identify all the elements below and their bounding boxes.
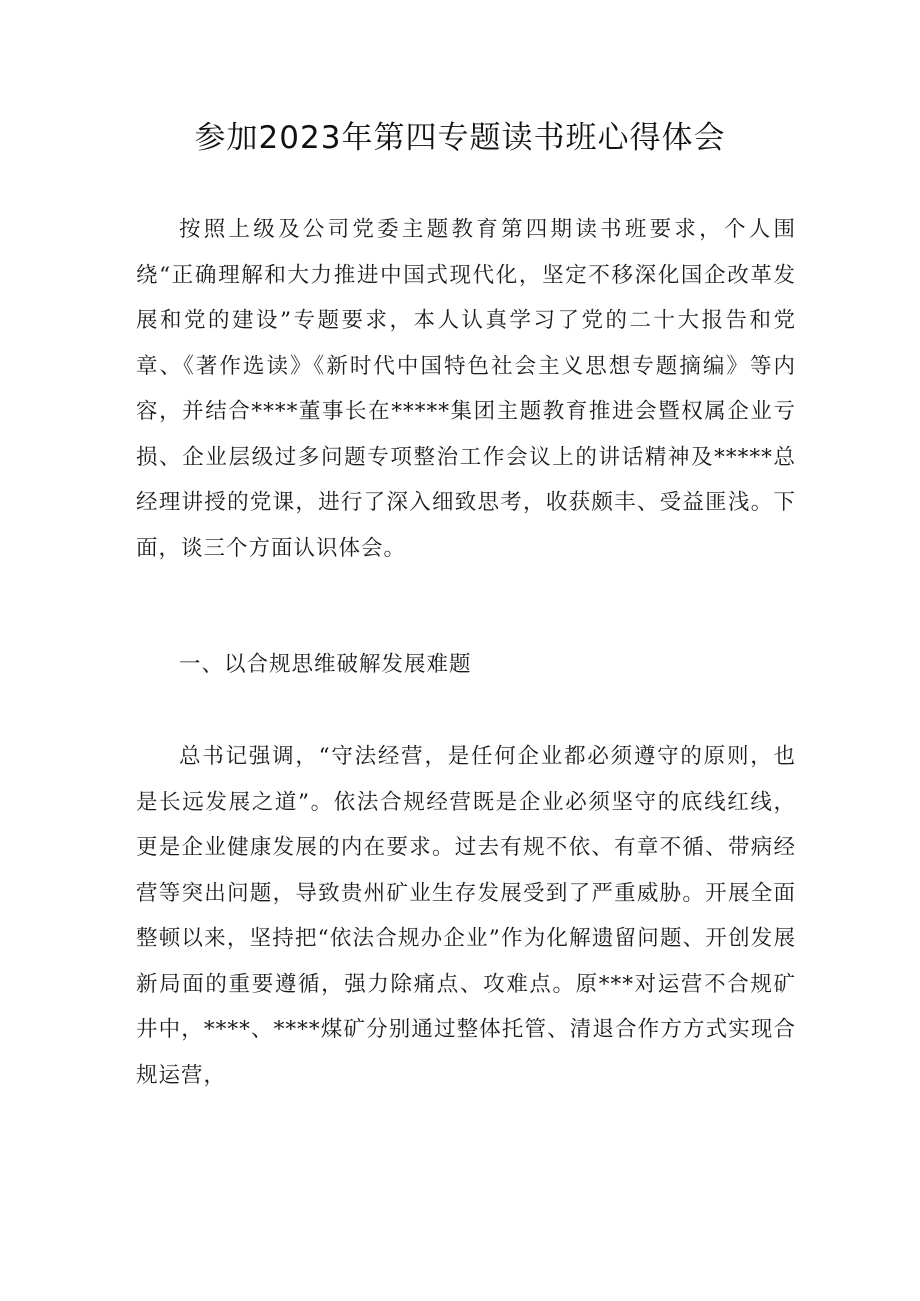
body-paragraph: 总书记强调，“守法经营，是任何企业都必须遵守的原则，也是长远发展之道”。依法合规经营既是企业必须坚守的底线红线，更是企业健康发展的内在要求。过去有规不依、有章不循、带病经营等突出问题，导致贵州矿业生存发展受到了严重威胁。开展全面整顿以来，坚持把“依法合规办企业”作为化解遗留问题、开创发展新局面的重要遵循，强力除痛点、攻难点。原***对运营不合规矿井中，****、****煤矿分别通过整体托管、清退合作方方式实现合规运营，	[136, 744, 796, 1088]
section-heading: 一、以合规思维破解发展难题	[179, 652, 472, 677]
intro-paragraph: 按照上级及公司党委主题教育第四期读书班要求，个人围绕“正确理解和大力推进中国式现代化，坚定不移深化国企改革发展和党的建设”专题要求，本人认真学习了党的二十大报告和党章、《著作选读》《新时代中国特色社会主义思想专题摘编》等内容，并结合****董事长在*****集团主题教育推进会暨权属企业亏损、企业层级过多问题专项整治工作会议上的讲话精神及*****总经理讲授的党课，进行了深入细致思考，收获颇丰、受益匪浅。下面，谈三个方面认识体会。	[136, 217, 796, 561]
document-title: 参加2023年第四专题读书班心得体会	[194, 120, 726, 156]
